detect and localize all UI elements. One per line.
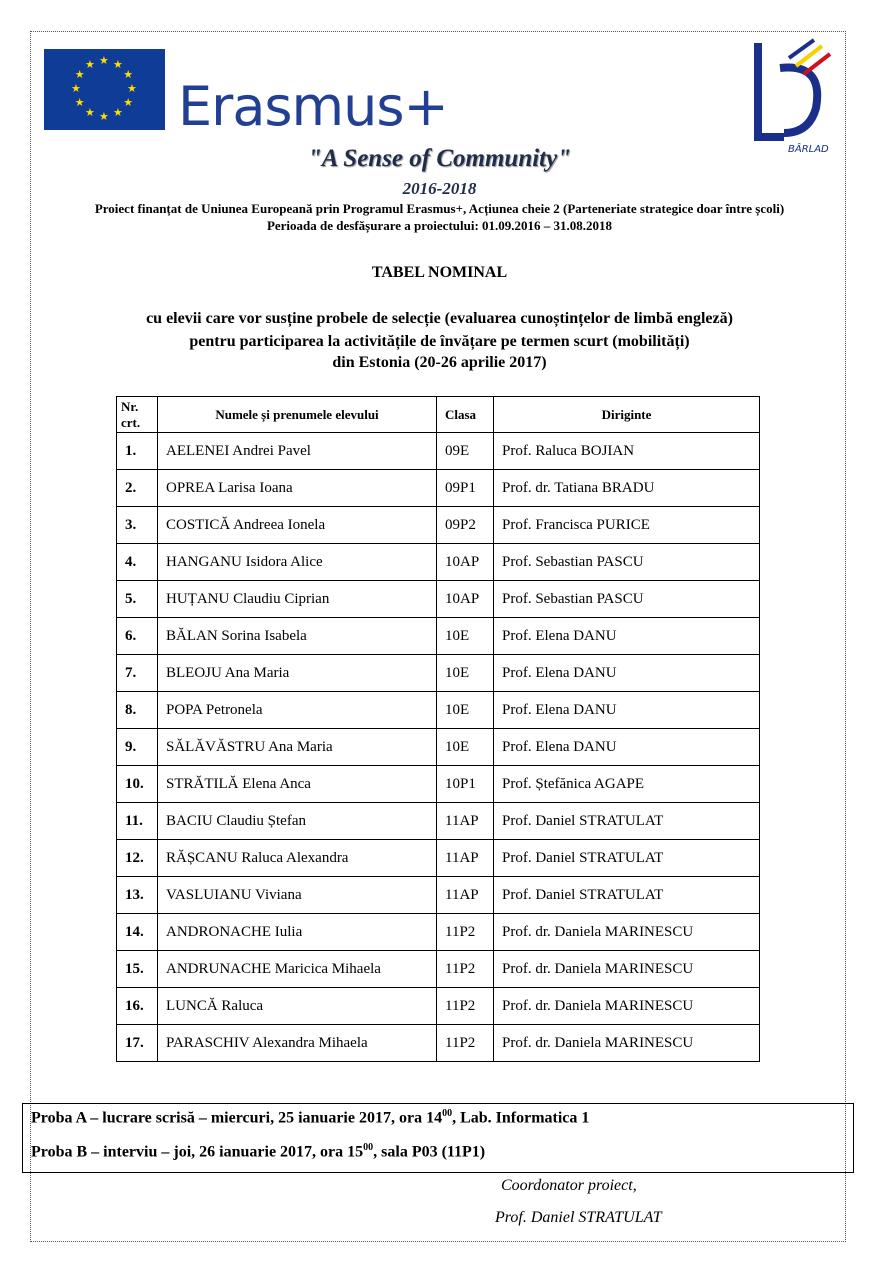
row-nr: 5. bbox=[117, 581, 158, 618]
star-icon: ★ bbox=[74, 69, 85, 81]
class-cell: 11P2 bbox=[437, 951, 494, 988]
header-name: Numele și prenumele elevului bbox=[158, 397, 437, 433]
row-nr: 8. bbox=[117, 692, 158, 729]
school-logo bbox=[744, 38, 834, 158]
student-name: AELENEI Andrei Pavel bbox=[158, 433, 437, 470]
table-row bbox=[117, 803, 760, 840]
student-name: BACIU Claudiu Ștefan bbox=[158, 803, 437, 840]
probe-a: Proba A – lucrare scrisă – miercuri, 25 ianuarie 2017, ora $14^{00}$, Lab. Informatica 1 bbox=[31, 1108, 590, 1127]
header-class: Clasa bbox=[437, 397, 494, 433]
class-cell: 11AP bbox=[437, 840, 494, 877]
teacher-cell: Prof. Sebastian PASCU bbox=[494, 581, 760, 618]
star-icon: ★ bbox=[85, 58, 95, 71]
row-nr: 13. bbox=[117, 877, 158, 914]
row-nr: 2. bbox=[117, 470, 158, 507]
row-nr: 17. bbox=[117, 1025, 158, 1062]
student-name: VASLUIANU Viviana bbox=[158, 877, 437, 914]
star-icon: ★ bbox=[99, 55, 109, 67]
teacher-cell: Prof. Daniel STRATULAT bbox=[494, 877, 760, 914]
period-line: Perioada de desfășurare a proiectului: 01.09.2016 – 31.08.2018 bbox=[266, 218, 613, 233]
class-cell: 09P2 bbox=[437, 507, 494, 544]
teacher-cell: Prof. dr. Daniela MARINESCU bbox=[494, 914, 760, 951]
student-name: LUNCĂ Raluca bbox=[158, 988, 437, 1025]
class-cell: 10E bbox=[437, 692, 494, 729]
student-name: BLEOJU Ana Maria bbox=[158, 655, 437, 692]
header-nr: Nr. crt. bbox=[117, 397, 158, 433]
row-nr: 1. bbox=[117, 433, 158, 470]
star-icon: ★ bbox=[123, 97, 134, 109]
row-nr: 7. bbox=[117, 655, 158, 692]
teacher-cell: Prof. dr. Daniela MARINESCU bbox=[494, 951, 760, 988]
star-icon: ★ bbox=[127, 83, 137, 95]
class-cell: 11P2 bbox=[437, 1025, 494, 1062]
student-name: POPA Petronela bbox=[158, 692, 437, 729]
class-cell: 10E bbox=[437, 618, 494, 655]
student-name: RĂȘCANU Raluca Alexandra bbox=[158, 840, 437, 877]
table-row bbox=[117, 433, 760, 470]
class-cell: 11P2 bbox=[437, 914, 494, 951]
student-name: BĂLAN Sorina Isabela bbox=[158, 618, 437, 655]
row-nr: 10. bbox=[117, 766, 158, 803]
student-name: COSTICĂ Andreea Ionela bbox=[158, 507, 437, 544]
table-row bbox=[117, 1025, 760, 1062]
project-years: 2016-2018 bbox=[402, 179, 477, 198]
table-row bbox=[117, 544, 760, 581]
class-cell: 10AP bbox=[437, 581, 494, 618]
student-name: ANDRONACHE Iulia bbox=[158, 914, 437, 951]
table-row bbox=[117, 655, 760, 692]
class-cell: 10P1 bbox=[437, 766, 494, 803]
project-slogan: "A Sense of Community" bbox=[307, 145, 572, 172]
svg-text:BÂRLAD: BÂRLAD bbox=[788, 144, 829, 155]
student-name: HANGANU Isidora Alice bbox=[158, 544, 437, 581]
table-row bbox=[117, 951, 760, 988]
teacher-cell: Prof. Daniel STRATULAT bbox=[494, 840, 760, 877]
table-row bbox=[117, 618, 760, 655]
document-title: TABEL NOMINAL bbox=[371, 264, 508, 281]
class-cell: 09P1 bbox=[437, 470, 494, 507]
table-row bbox=[117, 766, 760, 803]
funding-line: Proiect finanțat de Uniunea Europeană prin Programul Erasmus+, Acțiunea cheie 2 (Parteneriate strategice doar între școli) bbox=[94, 201, 785, 216]
teacher-cell: Prof. Elena DANU bbox=[494, 618, 760, 655]
table-row bbox=[117, 581, 760, 618]
row-nr: 3. bbox=[117, 507, 158, 544]
teacher-cell: Prof. dr. Tatiana BRADU bbox=[494, 470, 760, 507]
eu-flag-logo bbox=[44, 49, 165, 130]
teacher-cell: Prof. Elena DANU bbox=[494, 655, 760, 692]
header-teacher: Diriginte bbox=[494, 397, 760, 433]
probe-b: Proba B – interviu – joi, 26 ianuarie 2017, ora $15^{00}$, sala P03 (11P1) bbox=[31, 1142, 486, 1161]
student-name: OPREA Larisa Ioana bbox=[158, 470, 437, 507]
star-icon: ★ bbox=[85, 107, 95, 120]
table-header-row bbox=[117, 397, 760, 433]
subtitle-line-2: pentru participarea la activitățile de învățare pe termen scurt (mobilități) bbox=[189, 333, 690, 350]
table-row bbox=[117, 914, 760, 951]
table-row bbox=[117, 877, 760, 914]
row-nr: 15. bbox=[117, 951, 158, 988]
class-cell: 11P2 bbox=[437, 988, 494, 1025]
student-name: SĂLĂVĂSTRU Ana Maria bbox=[158, 729, 437, 766]
class-cell: 10E bbox=[437, 729, 494, 766]
star-icon: ★ bbox=[71, 83, 81, 95]
row-nr: 6. bbox=[117, 618, 158, 655]
teacher-cell: Prof. Sebastian PASCU bbox=[494, 544, 760, 581]
signature-role: Coordonator proiect, bbox=[501, 1177, 637, 1194]
teacher-cell: Prof. Elena DANU bbox=[494, 729, 760, 766]
class-cell: 11AP bbox=[437, 803, 494, 840]
class-cell: 11AP bbox=[437, 877, 494, 914]
student-name: STRĂTILĂ Elena Anca bbox=[158, 766, 437, 803]
star-icon: ★ bbox=[113, 58, 123, 71]
student-name: PARASCHIV Alexandra Mihaela bbox=[158, 1025, 437, 1062]
row-nr: 16. bbox=[117, 988, 158, 1025]
row-nr: 9. bbox=[117, 729, 158, 766]
row-nr: 14. bbox=[117, 914, 158, 951]
teacher-cell: Prof. dr. Daniela MARINESCU bbox=[494, 988, 760, 1025]
table-row bbox=[117, 507, 760, 544]
class-cell: 10AP bbox=[437, 544, 494, 581]
row-nr: 4. bbox=[117, 544, 158, 581]
row-nr: 11. bbox=[117, 803, 158, 840]
erasmus-logo-text: Erasmus+ bbox=[178, 75, 448, 138]
class-cell: 10E bbox=[437, 655, 494, 692]
table-row bbox=[117, 692, 760, 729]
teacher-cell: Prof. Ștefănica AGAPE bbox=[494, 766, 760, 803]
teacher-cell: Prof. Daniel STRATULAT bbox=[494, 803, 760, 840]
teacher-cell: Prof. Raluca BOJIAN bbox=[494, 433, 760, 470]
star-icon: ★ bbox=[123, 69, 134, 81]
student-name: ANDRUNACHE Maricica Mihaela bbox=[158, 951, 437, 988]
star-icon: ★ bbox=[74, 97, 85, 109]
table-row bbox=[117, 729, 760, 766]
table-row bbox=[117, 840, 760, 877]
student-name: HUȚANU Claudiu Ciprian bbox=[158, 581, 437, 618]
row-nr: 12. bbox=[117, 840, 158, 877]
subtitle-line-3: din Estonia (20-26 aprilie 2017) bbox=[332, 354, 547, 371]
teacher-cell: Prof. Elena DANU bbox=[494, 692, 760, 729]
exam-schedule-box bbox=[22, 1103, 854, 1173]
subtitle-line-1: cu elevii care vor susține probele de selecție (evaluarea cunoștințelor de limbă engleză) bbox=[146, 310, 733, 327]
star-icon: ★ bbox=[113, 107, 123, 120]
table-row bbox=[117, 988, 760, 1025]
teacher-cell: Prof. Francisca PURICE bbox=[494, 507, 760, 544]
star-icon: ★ bbox=[99, 111, 109, 123]
table-row bbox=[117, 470, 760, 507]
signature-name: Prof. Daniel STRATULAT bbox=[495, 1209, 662, 1226]
students-table bbox=[116, 396, 760, 1062]
class-cell: 09E bbox=[437, 433, 494, 470]
teacher-cell: Prof. dr. Daniela MARINESCU bbox=[494, 1025, 760, 1062]
